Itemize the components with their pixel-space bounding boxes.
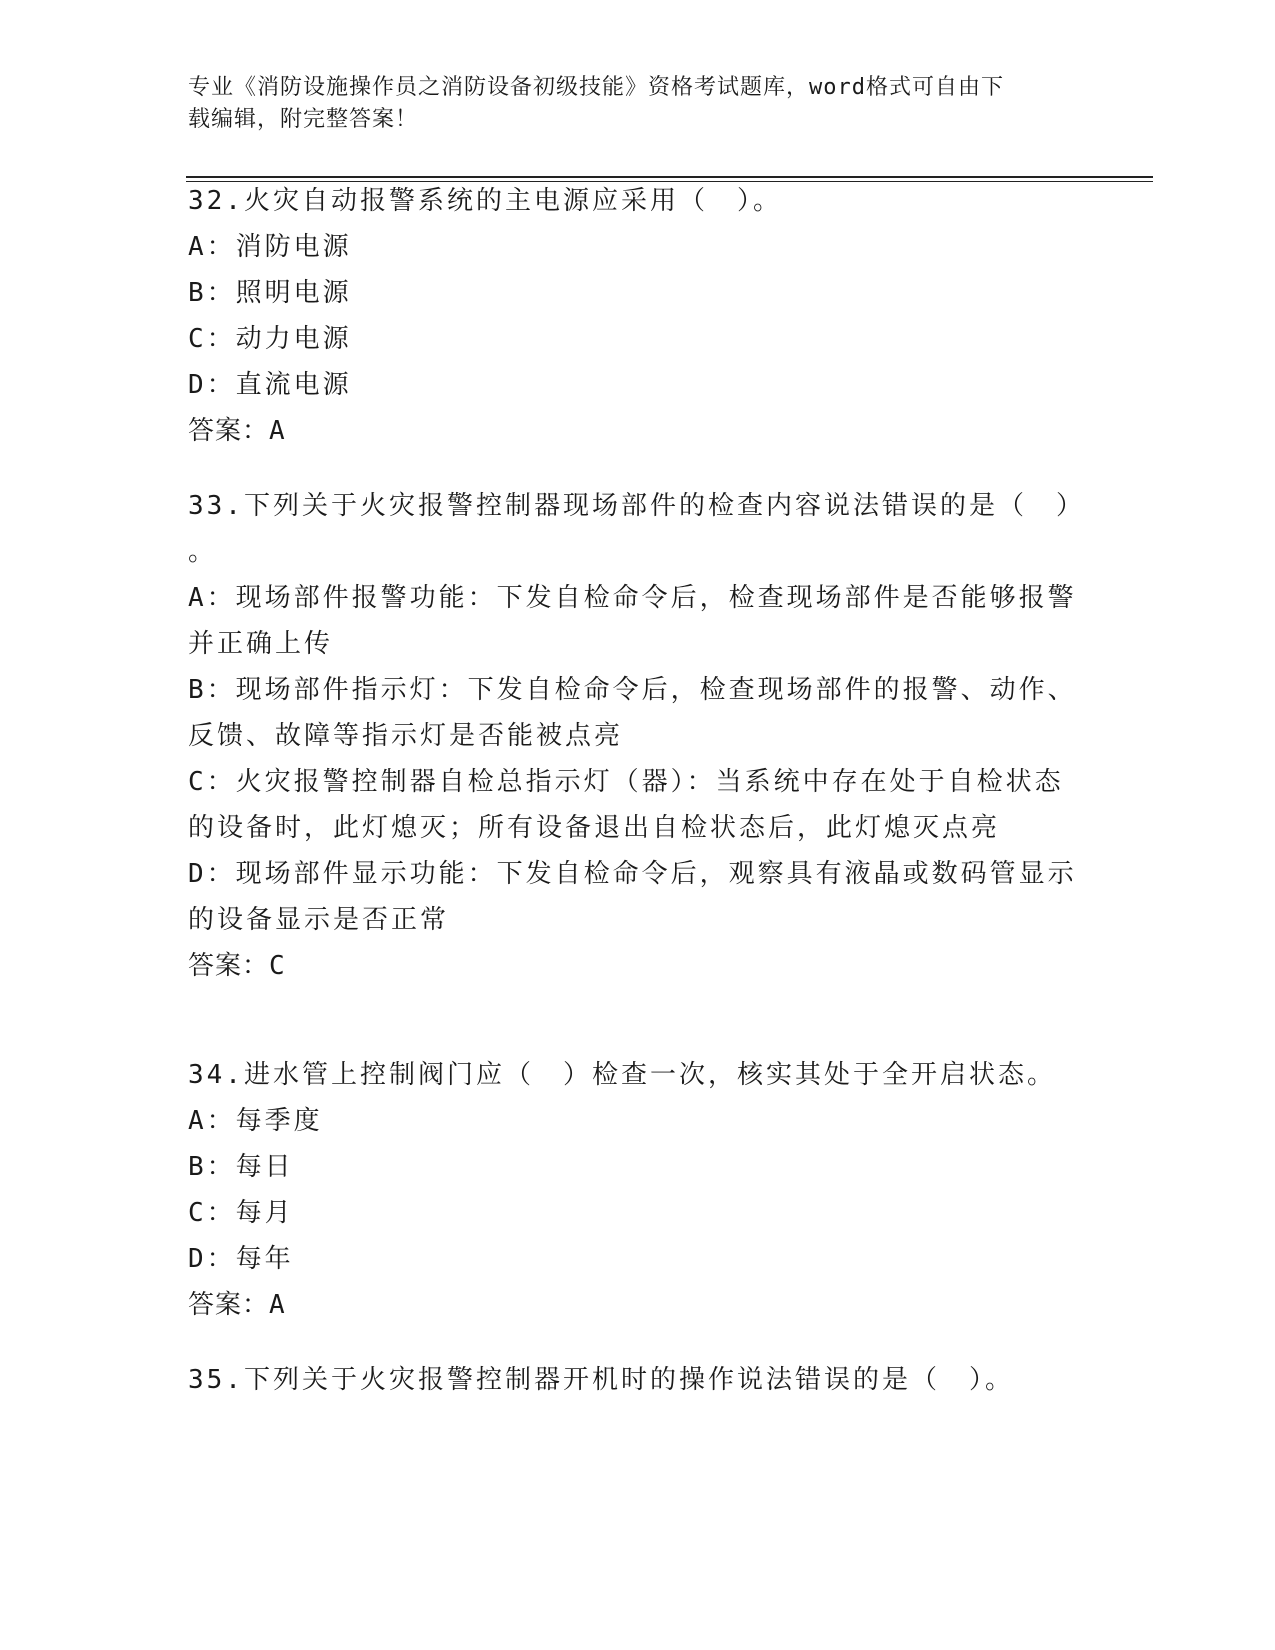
answer [188,1282,1068,1328]
option-b-cont: 反馈、故障等指示灯是否能被点亮 [188,721,624,751]
option-a: A：每季度 [188,1106,323,1136]
option-c: C：动力电源 [188,324,352,354]
header-line-2: 载编辑，附完整答案！ [188,107,419,132]
answer-value: A [269,416,286,446]
question-stem: 32.火灾自动报警系统的主电源应采用（ ）。 [188,186,782,216]
option-d: D：每年 [188,1244,294,1274]
option-b: B：照明电源 [188,278,352,308]
option-d-cont: 的设备显示是否正常 [188,905,450,935]
question-stem-cont: 。 [188,537,218,567]
header-line-1: 专业《消防设施操作员之消防设备初级技能》资格考试题库，word格式可自由下 [188,75,1004,100]
option-a: A：现场部件报警功能：下发自检命令后，检查现场部件是否能够报警 [188,583,1077,613]
answer-value: C [269,951,286,981]
answer [188,943,1068,989]
option-b: B：每日 [188,1152,294,1182]
question-33 [188,483,1085,989]
question-stem: 34.进水管上控制阀门应（ ）检查一次，核实其处于全开启状态。 [188,1060,1056,1090]
document-header [188,72,1068,136]
answer-value: A [269,1290,286,1320]
option-a-cont: 并正确上传 [188,629,334,659]
question-stem: 35.下列关于火灾报警控制器开机时的操作说法错误的是（ ）。 [188,1365,1014,1395]
question-stem: 33.下列关于火灾报警控制器现场部件的检查内容说法错误的是（ ） [188,491,1085,521]
option-c: C：每月 [188,1198,294,1228]
answer-label: 答案： [188,1290,270,1320]
question-32 [188,178,1068,454]
option-b: B：现场部件指示灯：下发自检命令后，检查现场部件的报警、动作、 [188,675,1077,705]
question-34 [188,1052,1068,1328]
answer-label: 答案： [188,416,270,446]
answer-label: 答案： [188,951,270,981]
option-c-cont: 的设备时，此灯熄灭；所有设备退出自检状态后，此灯熄灭点亮 [188,813,1001,843]
option-d: D：直流电源 [188,370,352,400]
answer [188,408,1068,454]
option-d: D：现场部件显示功能：下发自检命令后，观察具有液晶或数码管显示 [188,859,1077,889]
question-35 [188,1357,1068,1403]
option-a: A：消防电源 [188,232,352,262]
option-c: C：火灾报警控制器自检总指示灯（器）：当系统中存在处于自检状态 [188,767,1064,797]
